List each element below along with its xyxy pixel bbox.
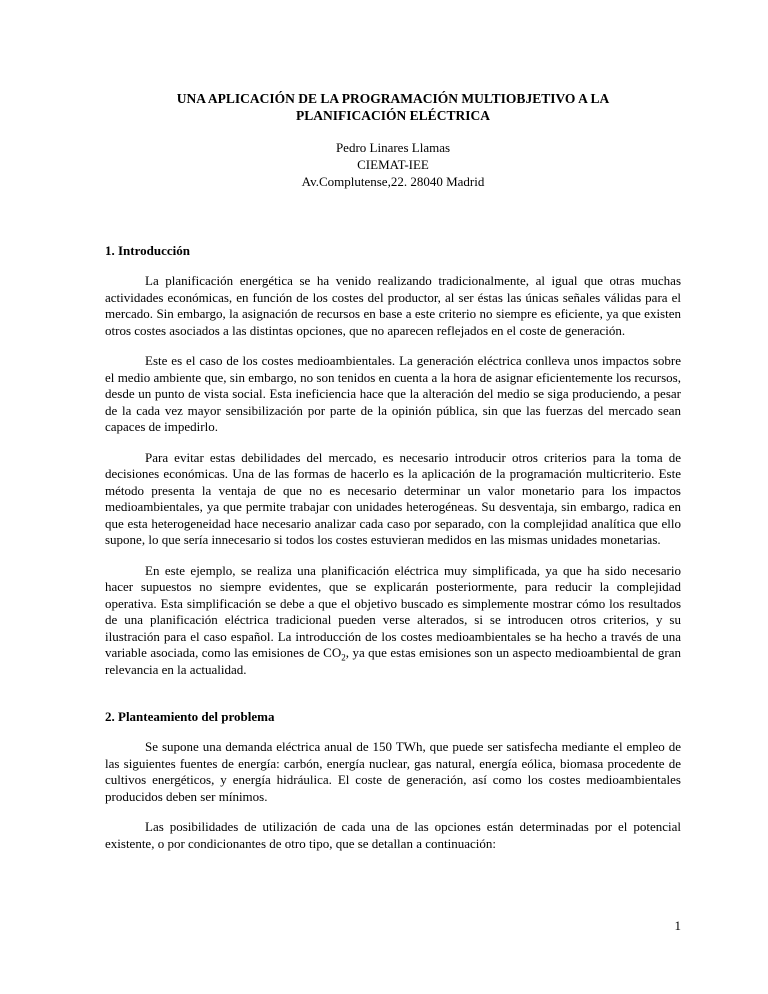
problem-paragraph-1: Se supone una demanda eléctrica anual de 150 TWh, que puede ser satisfecha mediante el empleo de las siguientes fuentes de energía: carbón, energía nuclear, gas natural, energía eólica, biomasa procedente de cultivos energéticos, y energía hidráulica. El coste de generación, así como los costes medioambientales producidos deben ser mínimos. [105, 739, 681, 804]
paper-title-line1: UNA APLICACIÓN DE LA PROGRAMACIÓN MULTIOBJETIVO A LA [176, 91, 610, 106]
page-number: 1 [674, 918, 681, 933]
author-affiliation: CIEMAT-IEE [357, 157, 429, 172]
paper-title [105, 90, 681, 124]
intro-paragraph-1: La planificación energética se ha venido realizando tradicionalmente, al igual que otras muchas actividades económicas, en función de los costes del productor, al ser éstas las únicas señales válidas para el mercado. Sin embargo, la asignación de recursos en base a este criterio no siempre es eficiente, ya que existen otros costes asociados a las distintas opciones, que no aparecen reflejados en el coste de generación. [105, 273, 681, 338]
author-name: Pedro Linares Llamas [335, 140, 451, 155]
section-2-heading: 2. Planteamiento del problema [105, 709, 275, 724]
problem-paragraph-2: Las posibilidades de utilización de cada una de las opciones están determinadas por el potencial existente, o por condicionantes de otro tipo, que se detallan a continuación: [105, 819, 681, 851]
intro-paragraph-3: Para evitar estas debilidades del mercado, es necesario introducir otros criterios para la toma de decisiones económicas. Una de las formas de hacerlo es la aplicación de la programación multicriterio. Este método presenta la ventaja de que no es necesario determinar un valor monetario para los impactos medioambientales, ya que permite trabajar con unidades heterogéneas. Su desventaja, sin embargo, radica en que esta heterogeneidad hace necesario analizar cada caso por separado, con la complejidad analítica que ello supone, lo que sería innecesario si todos los costes estuvieran medidos en las mismas unidades monetarias. [105, 449, 681, 547]
author-block [105, 139, 681, 190]
intro-paragraph-2: Este es el caso de los costes medioambientales. La generación eléctrica conlleva unos impactos sobre el medio ambiente que, sin embargo, no son tenidos en cuenta a la hora de asignar eficientemente los recursos, desde un punto de vista social. Esta ineficiencia hace que la alteración del medio se siga produciendo, a pesar de la cada vez mayor sensibilización por parte de la opinión pública, sin que las fuerzas del mercado sean capaces de impedirlo. [105, 353, 681, 434]
intro-paragraph-4 [105, 563, 681, 679]
section-1-heading: 1. Introducción [105, 243, 190, 258]
intro-paragraph-4-text-after: , ya que estas emisiones son un aspecto medioambiental de gran relevancia en la actualidad. [105, 645, 681, 677]
intro-paragraph-4-text: En este ejemplo, se realiza una planificación eléctrica muy simplificada, ya que ha sido necesario hacer supuestos no siempre evidentes, que se explicarán posteriormente, para reducir la complejidad operativa. Esta simplificación se debe a que el objetivo buscado es simplemente mostrar cómo los resultados de una planificación eléctrica tradicional pueden verse alterados, si se introducen otros criterios, y su ilustración para el caso español. La introducción de los costes medioambientales se ha hecho a través de una variable asociada, como las emisiones de CO [105, 562, 681, 660]
paper-title-line2: PLANIFICACIÓN ELÉCTRICA [296, 108, 490, 123]
author-address: Av.Complutense,22. 28040 Madrid [301, 174, 485, 189]
co2-subscript: 2 [341, 652, 346, 663]
